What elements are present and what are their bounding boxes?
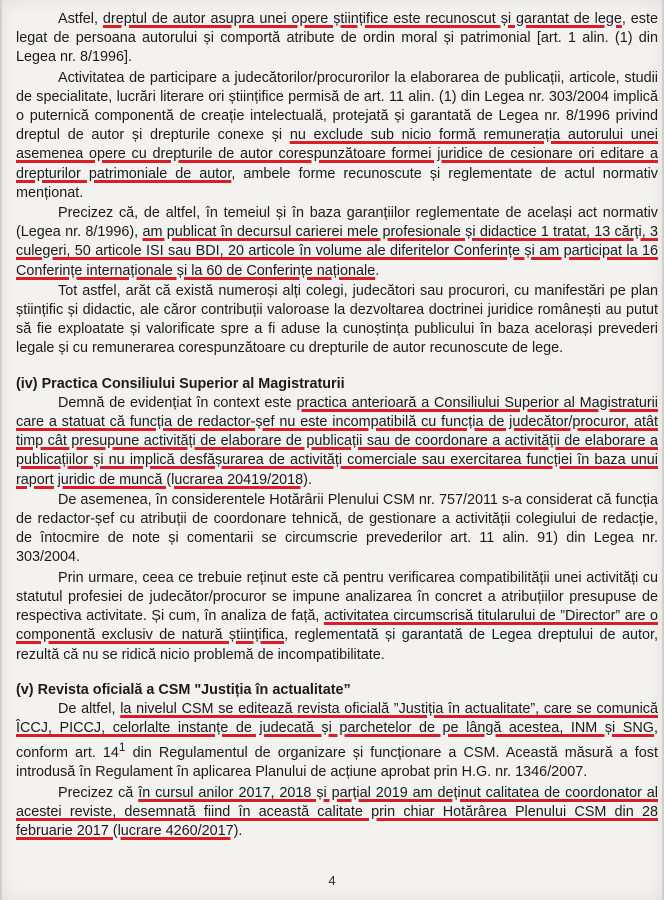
text: De altfel,	[58, 700, 121, 717]
paragraph-revista	[16, 700, 658, 783]
text: , este legat de persoana autorului și comportă atribute de ordin moral și patrimonial [art. 1 alin. (1) din Legea nr. 8/1996].	[16, 11, 658, 66]
red-underlined-text: am publicat în decursul carierei mele profesionale și didactice 1 tratat, 13 cărți, 3 culegeri, 50 articole ISI sau BDI, 20 articole în volume ale diferitelor Conferințe și am participat la 16 Conferințe internaționale și la 60 de Conferințe naționale	[16, 224, 659, 279]
text: , reglementată și garantată de Legea dreptului de autor, rezultă că nu se ridică nicio problemă de incompatibilitate.	[16, 627, 658, 663]
paragraph-colleagues	[16, 282, 658, 359]
document-page	[2, 0, 662, 900]
paragraph-csm-practice	[16, 394, 658, 490]
section-heading-iv: (iv) Practica Consiliului Superior al Magistraturii	[16, 375, 345, 392]
paragraph-activity	[16, 69, 658, 203]
red-underlined-text: nu exclude sub nicio formă remunerația autorului unei asemenea opere cu drepturile de autor corespunzătoare formei juridice de cesionare ori editare a drepturilor patrimoniale de autor	[16, 127, 659, 182]
text: Precizez că	[58, 784, 139, 801]
text: .	[375, 262, 380, 279]
text: Precizez că, de altfel, în temeiul și în baza garanțiilor reglementate de același act normativ (Legea nr. 8/1996),	[16, 205, 658, 241]
red-underlined-text: activitatea circumscrisă titularului de ”Director” are o componentă exclusiv de natură științifica	[16, 608, 659, 644]
text: Tot astfel, arăt că există numeroși alți colegi, judecători sau procurori, cu manifestări pe plan științific și didactic, ale căror contribuții valoroase la dezvoltarea doctrinei juridice românești au putut să fie exploatate și valorificate spre a fi aduse la cunoștința publicului în baza acelorași prevederi legale și cu remunerarea corespunzătoare cu drepturile de autor recunoscute de lege.	[16, 282, 658, 357]
superscript: 1	[118, 740, 126, 755]
red-underlined-text: practica anterioară a Consiliului Superior al Magistraturii care a statuat că funcția de redactor-șef nu este incompatibilă cu funcția de judecător/procuror, atât timp cât presupune activități de elaborare de publicații sau de coordonare a activității de elaborare a publicațiilor și nu implică desfășurarea de activități comerciale sau exercitarea funcției în baza unui raport juridic de muncă (lucrarea 20419/2018)	[16, 394, 659, 488]
red-underlined-text: în cursul anilor 2017, 2018 și parțial 2019 am deținut calitatea de coordonator al acestei reviste, desemnată fiind în această calitate prin chiar Hotărârea Plenului CSM din 28 februarie 2017 (lucrare 4260/2017)	[16, 784, 658, 839]
text: , ambele forme recunoscute și reglementate de actul normativ menționat.	[16, 165, 658, 201]
text: Activitatea de participare a judecătorilor/procurorilor la elaborarea de publicații, articole, studii de specialitate, lucrări literare ori științifice permisă de art. 11 alin. (1) din Legea nr. 303/2004 implică o puternică componentă de creație intelectuală, protejată și garantată de Legea nr. 8/1996 privind dreptul de autor și drepturile conexe și	[16, 69, 658, 144]
document-body	[16, 10, 658, 842]
section-heading-v: (v) Revista oficială a CSM "Justiția în actualitate”	[16, 681, 351, 698]
paragraph-coordonator	[16, 784, 658, 842]
text: .	[307, 471, 312, 488]
text: Prin urmare, ceea ce trebuie reținut este că pentru verificarea compatibilității unei activități cu statutul profesiei de judecător/procuror se impune analizarea în concret a atribuțiilor presupuse de respectiva activitate. Și cum, în analiza de față,	[16, 569, 658, 625]
paragraph-publications	[16, 204, 658, 281]
text: , conform art. 14	[16, 720, 658, 762]
text: din Regulamentul de organizare și funcționare a CSM. Această măsură a fost introdusă în Regulament în aplicarea Planului de acțiune aprobat prin H.G. nr. 1346/2007.	[16, 745, 659, 781]
red-underlined-text: la nivelul CSM se editează revista oficială ”Justiția în actualitate”, care se comunică ÎCCJ, PICCJ, celorlalte instanțe de judecată și parchetelor de pe lângă acestea, INM și SNG	[16, 700, 658, 737]
text: .	[238, 822, 243, 839]
paragraph-conclusion	[16, 569, 658, 665]
paragraph-copyright	[16, 10, 658, 68]
text: Astfel,	[58, 11, 103, 27]
paragraph-hotarare-757	[16, 491, 658, 568]
page-number: 4	[328, 873, 336, 888]
text: De asemenea, în considerentele Hotărârii Plenului CSM nr. 757/2011 s-a considerat că funcția de redactor-șef cu atribuții de coordonare tehnică, de gestionare a activității colegiului de redacție, de întocmire de note și comentarii se circumscrie prevederilor art. 11 alin. 91) din Legea nr. 303/2004.	[16, 491, 658, 566]
text: Demnă de evidențiat în context este	[58, 394, 297, 411]
red-underlined-text: dreptul de autor asupra unei opere științifice este recunoscut și garantat de lege	[102, 11, 622, 27]
